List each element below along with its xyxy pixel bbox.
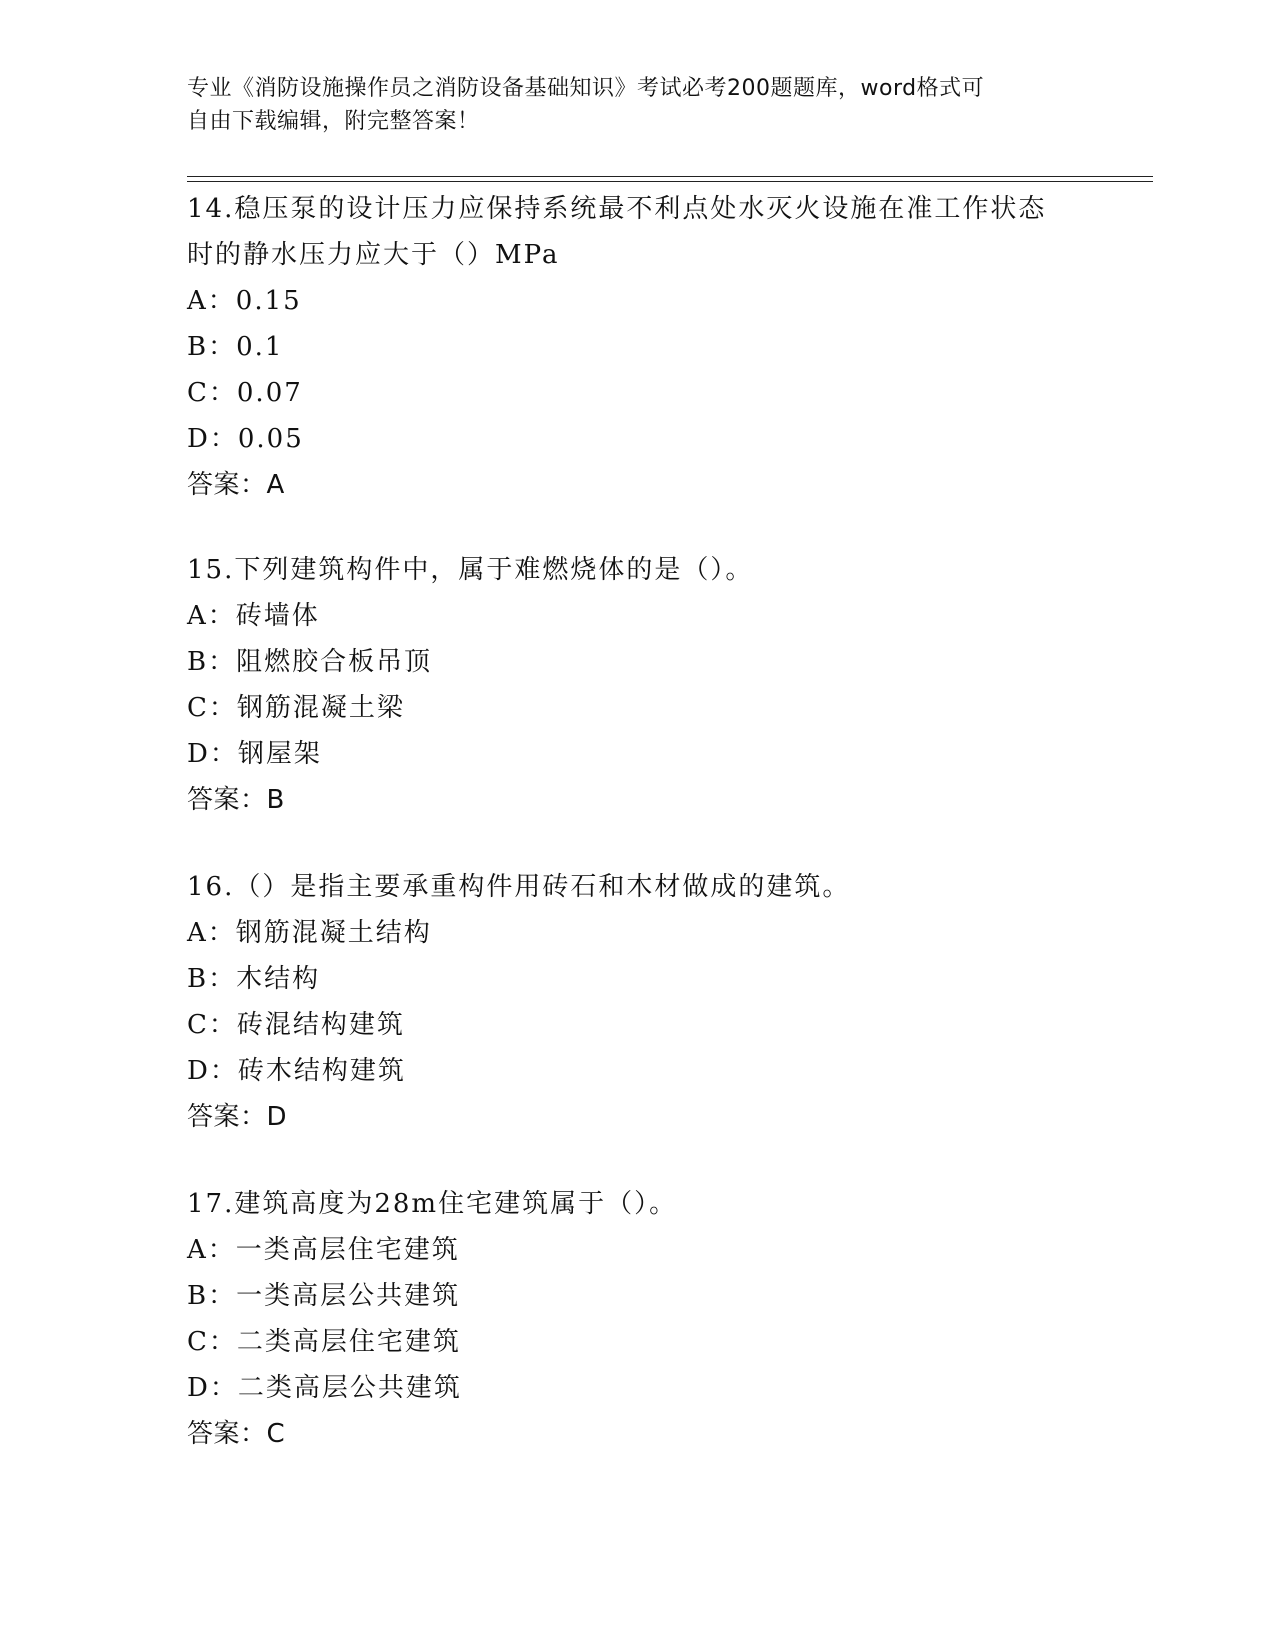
option-d: D：0.05 [187,424,304,454]
question-stem-line: 17.建筑高度为28m住宅建筑属于（）。 [187,1189,678,1219]
option-d: D：砖木结构建筑 [187,1056,406,1086]
option-c: C：砖混结构建筑 [187,1010,405,1040]
option-d: D：钢屋架 [187,739,322,769]
option-a: A：砖墙体 [187,601,320,631]
option-a: A：钢筋混凝土结构 [187,918,432,948]
option-b: B：0.1 [187,332,284,362]
question-stem-line: 15.下列建筑构件中，属于难燃烧体的是（）。 [187,555,754,585]
header-line-2: 自由下载编辑，附完整答案！ [187,109,480,134]
question-stem-line: 14.稳压泵的设计压力应保持系统最不利点处水灭火设施在准工作状态 [187,194,1047,224]
header-divider-top [187,176,1153,177]
question-15 [187,547,1087,823]
option-b: B：木结构 [187,964,321,994]
answer-line: 答案：C [187,1419,286,1449]
answer-line: 答案：B [187,785,285,815]
question-14 [187,186,1087,508]
option-a: A：0.15 [187,286,302,316]
question-16 [187,864,1087,1140]
question-stem-line: 16.（）是指主要承重构件用砖石和木材做成的建筑。 [187,872,851,902]
option-b: B：一类高层公共建筑 [187,1281,461,1311]
option-b: B：阻燃胶合板吊顶 [187,647,433,677]
question-17 [187,1181,1087,1457]
answer-line: 答案：D [187,1102,288,1132]
option-c: C：钢筋混凝土梁 [187,693,405,723]
header-divider-bottom [187,181,1153,182]
option-c: C：0.07 [187,378,303,408]
question-stem-line: 时的静水压力应大于（）MPa [187,240,560,270]
option-d: D：二类高层公共建筑 [187,1373,462,1403]
option-c: C：二类高层住宅建筑 [187,1327,461,1357]
header-line-1: 专业《消防设施操作员之消防设备基础知识》考试必考200题题库，word格式可 [187,76,985,101]
option-a: A：一类高层住宅建筑 [187,1235,460,1265]
answer-line: 答案：A [187,470,285,500]
document-header [187,72,1087,138]
